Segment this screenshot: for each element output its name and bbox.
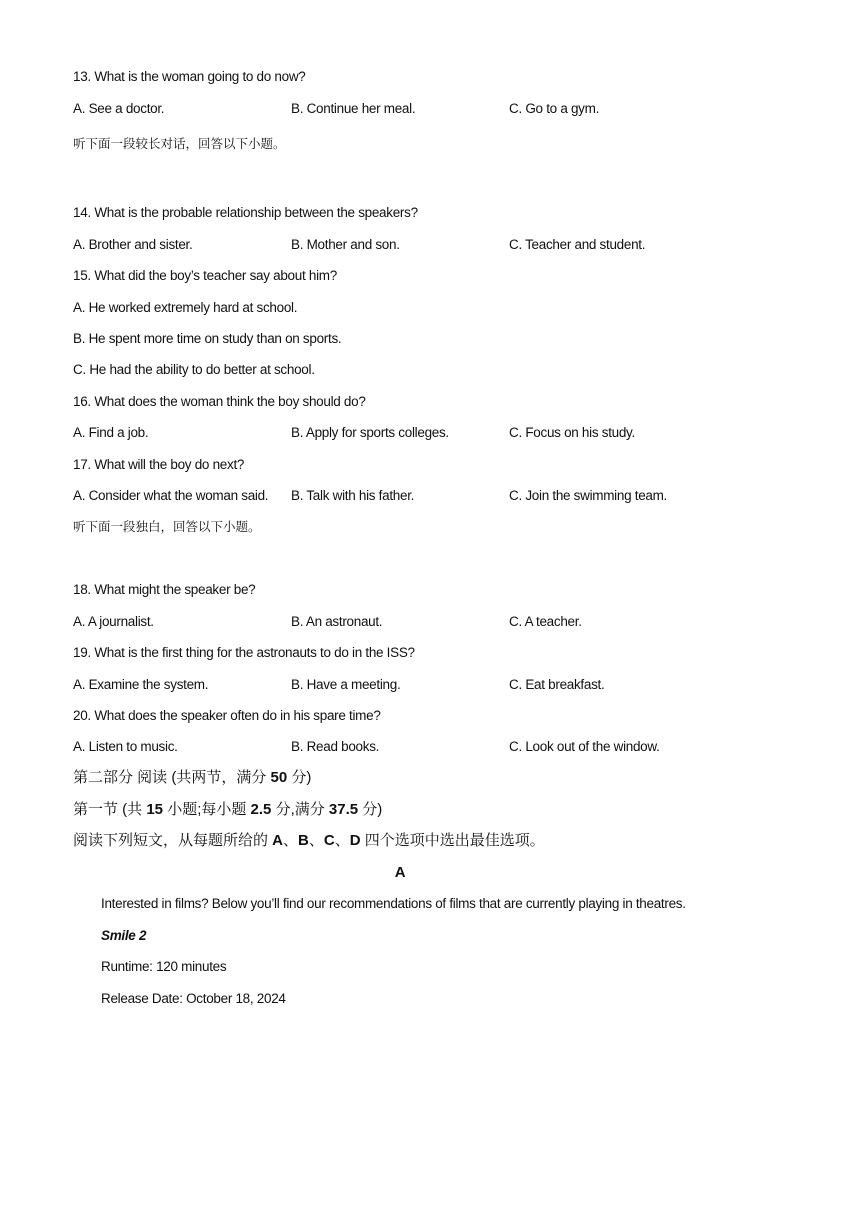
reading-instruction: 阅读下列短文，从每题所给的 A、B、C、D 四个选项中选出最佳选项。 (73, 832, 545, 849)
q13-option-b: B. Continue her meal. (291, 101, 416, 116)
q17-option-b: B. Talk with his father. (291, 488, 415, 503)
question-20: 20. What does the speaker often do in his spare time? (73, 708, 381, 723)
part2-title: 第二部分 阅读 (共两节，满分 50 分) (73, 769, 312, 786)
q14-option-b: B. Mother and son. (291, 237, 400, 252)
q15-option-b: B. He spent more time on study than on sports. (73, 331, 342, 346)
q20-option-b: B. Read books. (291, 739, 380, 754)
q17-option-c: C. Join the swimming team. (509, 488, 668, 503)
q20-option-a: A. Listen to music. (73, 739, 178, 754)
q19-option-b: B. Have a meeting. (291, 677, 401, 692)
question-15: 15. What did the boy’s teacher say about him? (73, 268, 337, 283)
q13-option-a: A. See a doctor. (73, 101, 165, 116)
film-release-date: Release Date: October 18, 2024 (101, 991, 286, 1006)
q19-option-a: A. Examine the system. (73, 677, 209, 692)
section1-title: 第一节 (共 15 小题;每小题 2.5 分,满分 37.5 分) (73, 801, 383, 818)
film-title: Smile 2 (101, 928, 147, 943)
q14-option-a: A. Brother and sister. (73, 237, 193, 252)
passage-label: A (394, 864, 406, 881)
question-16: 16. What does the woman think the boy should do? (73, 394, 366, 409)
instruction-monologue: 听下面一段独白，回答以下小题。 (73, 520, 261, 534)
question-13: 13. What is the woman going to do now? (73, 69, 306, 84)
q18-option-c: C. A teacher. (509, 614, 582, 629)
q14-option-c: C. Teacher and student. (509, 237, 646, 252)
q15-option-c: C. He had the ability to do better at school. (73, 362, 315, 377)
q16-option-c: C. Focus on his study. (509, 425, 635, 440)
question-18: 18. What might the speaker be? (73, 582, 256, 597)
q16-option-a: A. Find a job. (73, 425, 149, 440)
q19-option-c: C. Eat breakfast. (509, 677, 605, 692)
question-17: 17. What will the boy do next? (73, 457, 245, 472)
film-runtime: Runtime: 120 minutes (101, 959, 227, 974)
q20-option-c: C. Look out of the window. (509, 739, 660, 754)
q16-option-b: B. Apply for sports colleges. (291, 425, 449, 440)
q13-option-c: C. Go to a gym. (509, 101, 600, 116)
q18-option-b: B. An astronaut. (291, 614, 383, 629)
passage-intro: Interested in films? Below you’ll find our recommendations of films that are currently playing in theatres. (101, 896, 686, 911)
question-19: 19. What is the first thing for the astronauts to do in the ISS? (73, 645, 415, 660)
question-14: 14. What is the probable relationship between the speakers? (73, 205, 418, 220)
q17-option-a: A. Consider what the woman said. (73, 488, 269, 503)
q18-option-a: A. A journalist. (73, 614, 154, 629)
instruction-long-dialogue: 听下面一段较长对话，回答以下小题。 (73, 137, 286, 151)
q15-option-a: A. He worked extremely hard at school. (73, 300, 298, 315)
